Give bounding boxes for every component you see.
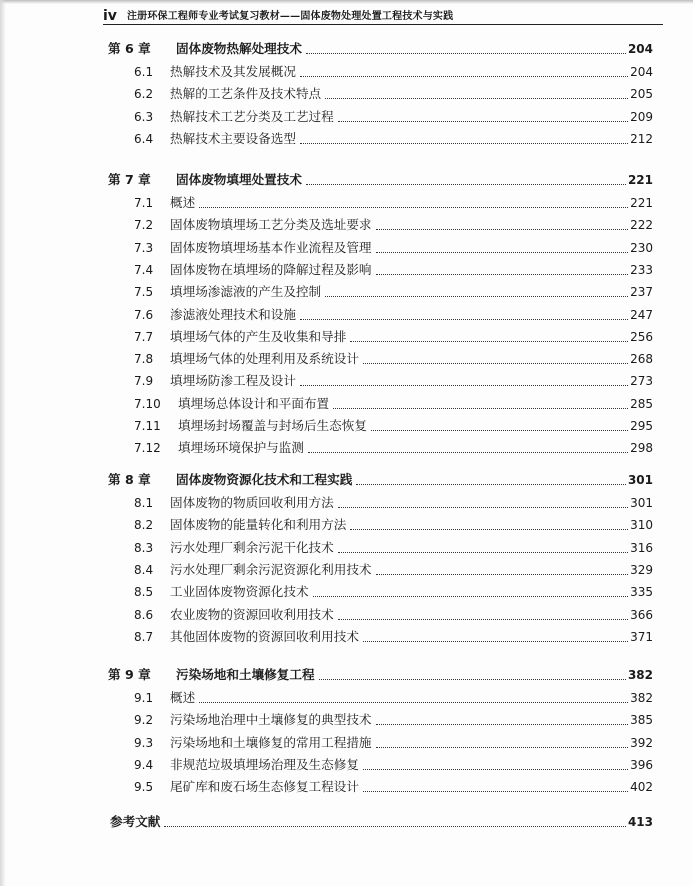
section-entry-title: 填埋场环境保护与监测 xyxy=(178,440,304,456)
section-entry-page: 233 xyxy=(630,262,653,277)
dot-leader xyxy=(363,363,628,364)
chapter-entry[interactable] xyxy=(108,472,653,488)
section-entry-page: 385 xyxy=(630,713,653,728)
section-entry-title: 填埋场气体的处理利用及系统设计 xyxy=(170,351,359,367)
section-entry-number: 7.10 xyxy=(134,396,161,411)
section-entry-page: 316 xyxy=(630,540,653,555)
section-entry-page: 371 xyxy=(630,629,653,644)
section-entry-page: 402 xyxy=(630,780,653,795)
section-entry[interactable] xyxy=(134,307,653,323)
section-entry-number: 7.9 xyxy=(134,374,154,389)
dot-leader xyxy=(363,641,628,642)
section-entry[interactable] xyxy=(134,440,653,456)
dot-leader xyxy=(371,430,628,431)
section-entry-title: 填埋场总体设计和平面布置 xyxy=(178,395,330,411)
dot-leader xyxy=(338,552,628,553)
section-entry-title: 固体废物的能量转化和利用方法 xyxy=(170,517,347,533)
section-entry-title: 其他固体废物的资源回收利用技术 xyxy=(170,628,359,644)
section-entry-page: 301 xyxy=(630,496,653,510)
dot-leader xyxy=(319,679,626,680)
section-entry[interactable] xyxy=(134,284,653,300)
section-entry-number: 6.3 xyxy=(134,109,154,124)
section-entry-number: 9.2 xyxy=(134,713,154,728)
dot-leader xyxy=(164,826,626,827)
dot-leader xyxy=(300,385,628,386)
dot-leader xyxy=(338,619,628,620)
chapter-entry-number: 第 9 章 xyxy=(108,667,151,682)
dot-leader xyxy=(300,76,628,77)
section-entry[interactable] xyxy=(134,757,653,773)
chapter-entry-number: 第 6 章 xyxy=(108,41,151,56)
references-entry[interactable] xyxy=(110,814,653,830)
section-entry-page: 230 xyxy=(630,240,653,255)
references-title: 参考文献 xyxy=(110,814,161,829)
section-entry-number: 8.5 xyxy=(134,585,154,600)
section-entry-page: 310 xyxy=(630,518,653,533)
section-entry-number: 7.8 xyxy=(134,352,154,367)
section-entry-page: 285 xyxy=(630,396,653,411)
section-entry[interactable] xyxy=(134,64,653,80)
section-entry-number: 6.4 xyxy=(134,131,154,146)
chapter-entry-title: 污染场地和土壤修复工程 xyxy=(176,667,315,682)
dot-leader xyxy=(325,98,628,99)
section-entry-title: 热解技术主要设备选型 xyxy=(170,130,296,146)
section-entry-page: 392 xyxy=(630,735,653,750)
section-entry-title: 概述 xyxy=(170,690,196,705)
section-entry-number: 9.4 xyxy=(134,757,154,772)
dot-leader xyxy=(308,452,628,453)
section-entry-title: 固体废物在填埋场的降解过程及影响 xyxy=(170,261,372,277)
section-entry[interactable] xyxy=(134,262,653,278)
section-entry[interactable] xyxy=(134,629,653,645)
section-entry[interactable] xyxy=(134,540,653,556)
section-entry-page: 221 xyxy=(630,196,653,210)
dot-leader xyxy=(356,484,626,485)
section-entry-title: 热解技术工艺分类及工艺过程 xyxy=(170,108,334,124)
chapter-entry-title: 固体废物热解处理技术 xyxy=(176,41,302,56)
section-entry-title: 尾矿库和废石场生态修复工程设计 xyxy=(170,779,359,795)
section-entry-number: 8.2 xyxy=(134,518,154,533)
section-entry-page: 366 xyxy=(630,607,653,622)
section-entry-number: 7.6 xyxy=(134,307,154,322)
dot-leader xyxy=(376,574,629,575)
chapter-entry-title: 固体废物填埋处置技术 xyxy=(176,172,302,187)
section-entry[interactable] xyxy=(134,396,653,412)
dot-leader xyxy=(306,184,626,185)
chapter-entry-page: 221 xyxy=(627,173,653,187)
section-entry-page: 396 xyxy=(630,757,653,772)
section-entry-page: 268 xyxy=(630,352,653,367)
section-entry[interactable] xyxy=(134,240,653,256)
section-entry-title: 渗滤液处理技术和设施 xyxy=(170,306,296,322)
section-entry[interactable] xyxy=(134,329,653,345)
dot-leader xyxy=(199,207,628,208)
section-entry-title: 污染场地治理中土壤修复的典型技术 xyxy=(170,712,372,728)
section-entry-page: 256 xyxy=(630,329,653,344)
dot-leader xyxy=(325,296,628,297)
section-entry-number: 7.3 xyxy=(134,240,154,255)
section-entry[interactable] xyxy=(134,351,653,367)
section-entry-number: 8.7 xyxy=(134,629,154,644)
header-book-title: 注册环保工程师专业考试复习教材——固体废物处理处置工程技术与实践 xyxy=(126,11,454,22)
section-entry-page: 382 xyxy=(630,691,653,705)
section-entry-title: 污水处理厂剩余污泥干化技术 xyxy=(170,539,334,555)
section-entry[interactable] xyxy=(134,131,653,147)
section-entry-page: 222 xyxy=(630,218,653,233)
dot-leader xyxy=(363,791,628,792)
section-entry-page: 295 xyxy=(630,419,653,433)
section-entry[interactable] xyxy=(134,495,653,511)
section-entry-number: 9.3 xyxy=(134,735,154,750)
running-header xyxy=(103,6,663,25)
scan-edge-left xyxy=(0,0,6,886)
dot-leader xyxy=(376,724,629,725)
section-entry-title: 热解技术及其发展概况 xyxy=(170,64,296,79)
section-entry-number: 7.11 xyxy=(134,419,161,433)
section-entry[interactable] xyxy=(134,373,653,389)
section-entry-page: 247 xyxy=(630,307,653,322)
dot-leader xyxy=(376,747,629,748)
section-entry-title: 污水处理厂剩余污泥资源化利用技术 xyxy=(170,561,372,577)
dot-leader xyxy=(338,507,628,508)
references-page: 413 xyxy=(627,815,653,829)
section-entry-title: 污染场地和土壤修复的常用工程措施 xyxy=(170,734,372,750)
section-entry[interactable] xyxy=(134,607,653,623)
section-entry[interactable] xyxy=(134,779,653,795)
section-entry-page: 237 xyxy=(630,285,653,300)
chapter-entry[interactable] xyxy=(108,41,653,57)
section-entry[interactable] xyxy=(134,418,653,434)
dot-leader xyxy=(300,319,628,320)
section-entry-title: 填埋场防渗工程及设计 xyxy=(170,373,296,389)
dot-leader xyxy=(306,53,626,54)
section-entry-title: 固体废物填埋场基本作业流程及管理 xyxy=(170,239,372,255)
section-entry-title: 概述 xyxy=(170,195,196,210)
section-entry-page: 205 xyxy=(630,87,653,102)
section-entry[interactable] xyxy=(134,735,653,751)
header-page-number: iv xyxy=(103,8,117,24)
chapter-entry-number: 第 8 章 xyxy=(108,472,151,487)
section-entry-page: 329 xyxy=(630,562,653,577)
dot-leader xyxy=(376,252,629,253)
dot-leader xyxy=(350,529,628,530)
section-entry-page: 298 xyxy=(630,441,653,456)
section-entry[interactable] xyxy=(134,584,653,600)
section-entry[interactable] xyxy=(134,517,653,533)
section-entry-number: 7.12 xyxy=(134,441,161,456)
dot-leader xyxy=(300,143,628,144)
section-entry-title: 工业固体废物资源化技术 xyxy=(170,584,309,600)
chapter-entry-number: 第 7 章 xyxy=(108,172,151,187)
section-entry-title: 热解的工艺条件及技术特点 xyxy=(170,86,322,102)
section-entry[interactable] xyxy=(134,195,653,211)
dot-leader xyxy=(338,121,628,122)
section-entry-page: 204 xyxy=(630,65,653,79)
section-entry-number: 8.1 xyxy=(134,496,154,510)
section-entry[interactable] xyxy=(134,217,653,233)
section-entry-number: 7.7 xyxy=(134,329,154,344)
section-entry-title: 固体废物填埋场工艺分类及选址要求 xyxy=(170,217,372,233)
section-entry-title: 填埋场气体的产生及收集和导排 xyxy=(170,328,347,344)
chapter-entry[interactable] xyxy=(108,172,653,188)
chapter-entry[interactable] xyxy=(108,667,653,683)
section-entry-page: 273 xyxy=(630,374,653,389)
section-entry[interactable] xyxy=(134,712,653,728)
section-entry-title: 农业废物的资源回收利用技术 xyxy=(170,606,334,622)
dot-leader xyxy=(199,702,628,703)
dot-leader xyxy=(376,229,629,230)
section-entry-number: 8.6 xyxy=(134,607,154,622)
section-entry[interactable] xyxy=(134,562,653,578)
chapter-entry-page: 382 xyxy=(627,668,653,682)
section-entry-title: 填埋场渗滤液的产生及控制 xyxy=(170,284,322,300)
section-entry-number: 7.1 xyxy=(134,196,154,210)
section-entry[interactable] xyxy=(134,109,653,125)
chapter-entry-page: 204 xyxy=(627,42,653,56)
section-entry-number: 8.4 xyxy=(134,562,154,577)
dot-leader xyxy=(333,408,628,409)
section-entry-title: 填埋场封场覆盖与封场后生态恢复 xyxy=(178,418,367,433)
dot-leader xyxy=(313,596,629,597)
section-entry-number: 7.5 xyxy=(134,285,154,300)
section-entry-page: 212 xyxy=(630,131,653,146)
section-entry-number: 9.5 xyxy=(134,780,154,795)
section-entry-number: 6.1 xyxy=(134,65,154,79)
section-entry-page: 209 xyxy=(630,109,653,124)
chapter-entry-page: 301 xyxy=(627,473,653,487)
scan-edge-top xyxy=(0,0,693,4)
section-entry[interactable] xyxy=(134,86,653,102)
section-entry-number: 9.1 xyxy=(134,691,154,705)
section-entry-number: 8.3 xyxy=(134,540,154,555)
section-entry[interactable] xyxy=(134,690,653,706)
section-entry-number: 7.4 xyxy=(134,262,154,277)
dot-leader xyxy=(376,274,629,275)
chapter-entry-title: 固体废物资源化技术和工程实践 xyxy=(176,472,353,487)
dot-leader xyxy=(350,341,628,342)
section-entry-page: 335 xyxy=(630,585,653,600)
section-entry-title: 固体废物的物质回收利用方法 xyxy=(170,495,334,510)
section-entry-title: 非规范垃圾填埋场治理及生态修复 xyxy=(170,756,359,772)
section-entry-number: 6.2 xyxy=(134,87,154,102)
section-entry-number: 7.2 xyxy=(134,218,154,233)
dot-leader xyxy=(363,769,628,770)
